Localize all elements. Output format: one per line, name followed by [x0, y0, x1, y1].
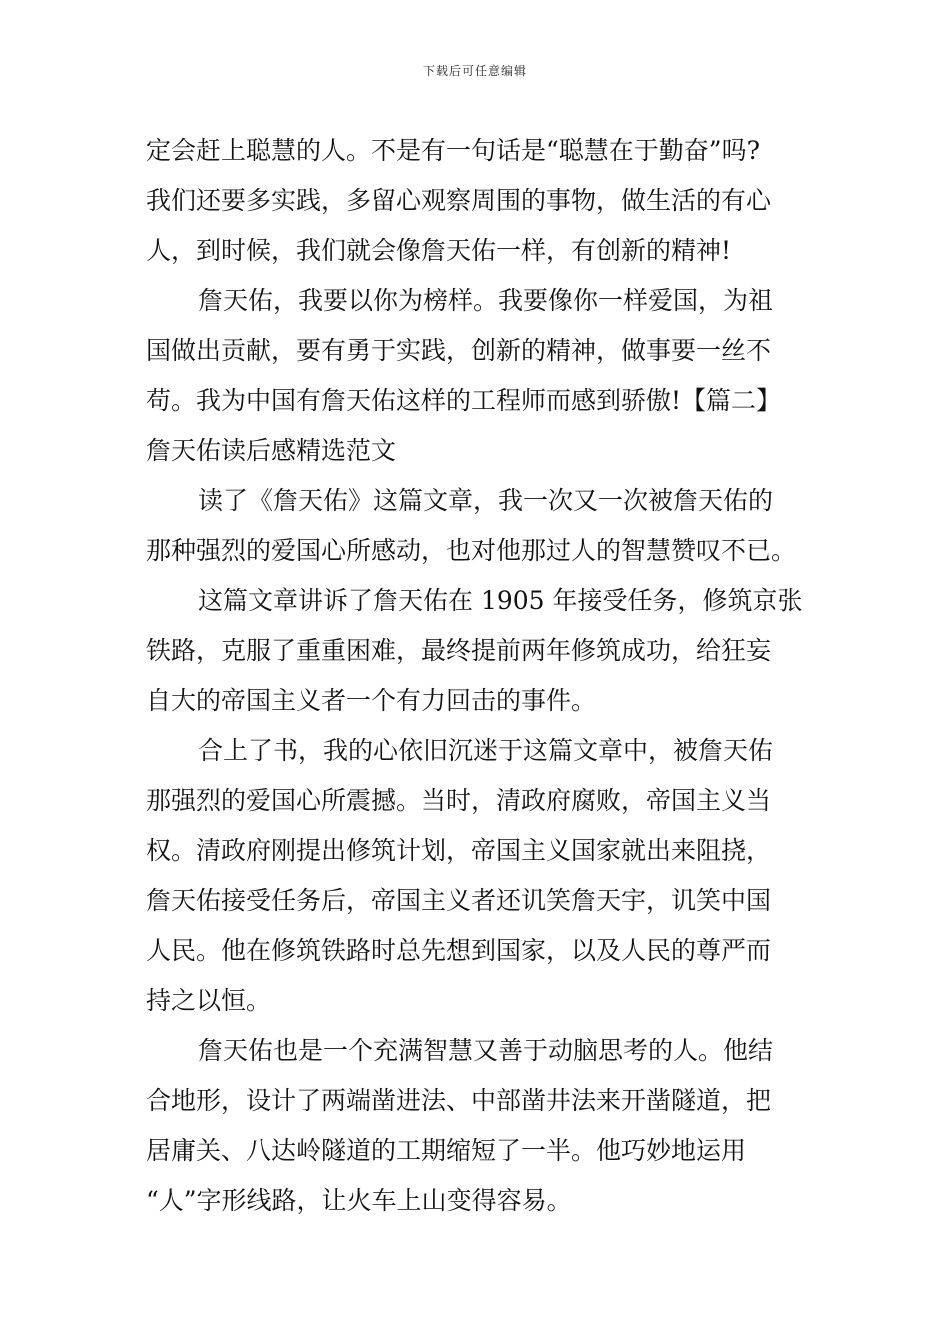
text-line: 合地形，设计了两端凿进法、中部凿井法来开凿隧道，把 — [146, 1086, 772, 1115]
text-line: 权。清政府刚提出修筑计划，帝国主义国家就出来阻挠， — [146, 836, 772, 865]
text-line: 苟。我为中国有詹天佑这样的工程师而感到骄傲!【篇二】 — [146, 386, 782, 415]
text-line: 我们还要多实践，多留心观察周围的事物，做生活的有心 — [146, 186, 772, 215]
paragraph-first-line: 读了《詹天佑》这篇文章，我一次又一次被詹天佑的 — [198, 486, 774, 515]
page-header: 下载后可任意编辑 — [422, 64, 527, 78]
paragraph-first-line: 詹天佑也是一个充满智慧又善于动脑思考的人。他结 — [198, 1036, 774, 1065]
text-line: “人”字形线路，让火车上山变得容易。 — [146, 1186, 572, 1215]
section-title-line: 詹天佑读后感精选范文 — [146, 436, 397, 465]
text-line: 那强烈的爱国心所震撼。当时，清政府腐败，帝国主义当 — [146, 786, 772, 815]
paragraph-first-line: 詹天佑，我要以你为榜样。我要像你一样爱国，为祖 — [198, 286, 774, 315]
text-line: 那种强烈的爱国心所感动，也对他那过人的智慧赞叹不已。 — [146, 536, 797, 565]
text-line: 居庸关、八达岭隧道的工期缩短了一半。他巧妙地运用 — [146, 1136, 747, 1165]
text-line: 自大的帝国主义者一个有力回击的事件。 — [146, 686, 597, 715]
text-line: 国做出贡献，要有勇于实践，创新的精神，做事要一丝不 — [146, 336, 772, 365]
paragraph-first-line: 这篇文章讲诉了詹天佑在 1905 年接受任务，修筑京张 — [198, 586, 803, 615]
text-line: 人民。他在修筑铁路时总先想到国家，以及人民的尊严而 — [146, 936, 772, 965]
text-line: 詹天佑接受任务后，帝国主义者还讥笑詹天宇，讥笑中国 — [146, 886, 772, 915]
paragraph-first-line: 合上了书，我的心依旧沉迷于这篇文章中，被詹天佑 — [198, 736, 774, 765]
text-line: 人，到时候，我们就会像詹天佑一样，有创新的精神! — [146, 236, 732, 265]
text-line: 铁路，克服了重重困难，最终提前两年修筑成功，给狂妄 — [146, 636, 772, 665]
document-body — [146, 126, 806, 1226]
text-line: 持之以恒。 — [146, 986, 272, 1015]
text-line: 定会赶上聪慧的人。不是有一句话是“聪慧在于勤奋”吗? — [146, 136, 760, 165]
